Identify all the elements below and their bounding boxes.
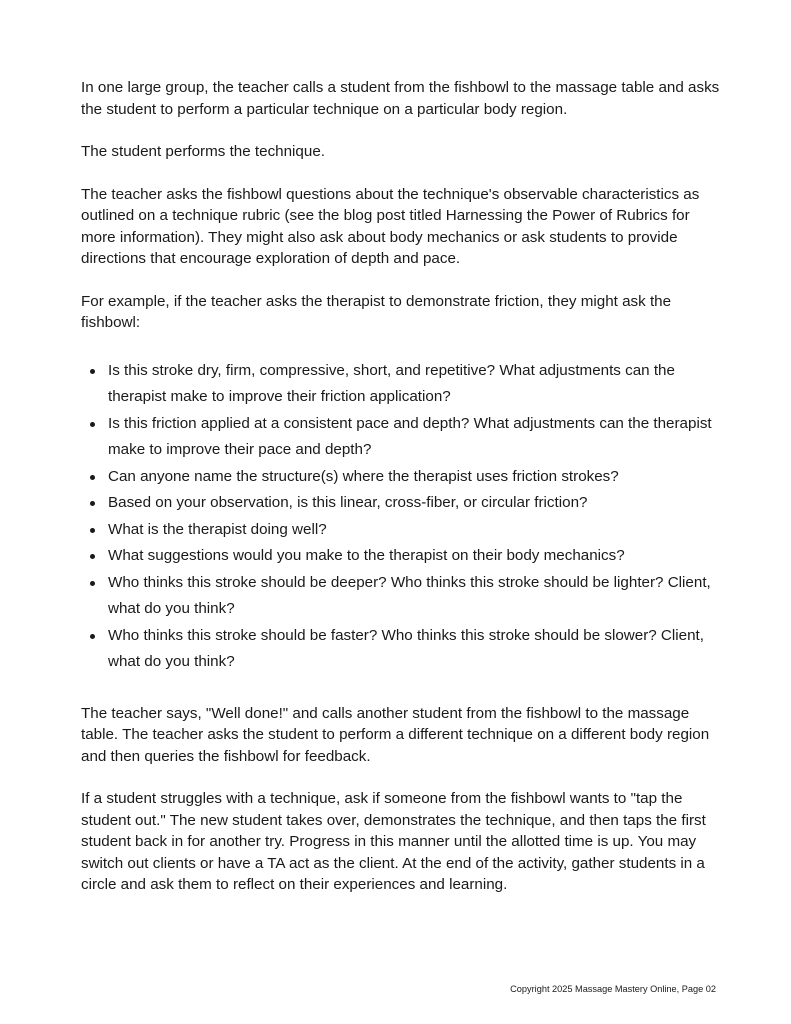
question-list [81,358,721,676]
paragraph-tap-out: If a student struggles with a technique, ask if someone from the fishbowl wants to "tap the student out." The new student takes over, demonstrates the technique, and then taps the first student back in for another try. Progress in this manner until the allotted time is up. You may switch out clients or have a TA act as the client. At the end of the activity, gather students in a circle and ask them to reflect on their experiences and learning. [81,790,706,893]
document-body [81,77,721,896]
paragraph-student-performs: The student performs the technique. [81,143,325,160]
paragraph-example: For example, if the teacher asks the therapist to demonstrate friction, they might ask the fishbowl: [81,292,672,331]
paragraph-well-done: The teacher says, "Well done!" and calls another student from the fishbowl to the massage table. The teacher asks the student to perform a different technique on a different body region and then queries the fishbowl for feedback. [81,704,710,765]
list-item: Can anyone name the structure(s) where the therapist uses friction strokes? [81,464,721,491]
list-item: Who thinks this stroke should be deeper? Who thinks this stroke should be lighter? Client, what do you think? [81,570,721,623]
paragraph-intro: In one large group, the teacher calls a student from the fishbowl to the massage table and asks the student to perform a particular technique on a particular body region. [81,79,720,118]
list-item: Based on your observation, is this linear, cross-fiber, or circular friction? [81,490,721,517]
list-item: What is the therapist doing well? [81,517,721,544]
list-item: Is this friction applied at a consistent pace and depth? What adjustments can the therapist make to improve their pace and depth? [81,411,721,464]
paragraph-teacher-asks: The teacher asks the fishbowl questions about the technique's observable characteristics as outlined on a technique rubric (see the blog post titled Harnessing the Power of Rubrics for more information). They might also ask about body mechanics or ask students to provide directions that encourage exploration of depth and pace. [81,185,700,267]
list-item: What suggestions would you make to the therapist on their body mechanics? [81,543,721,570]
list-item: Is this stroke dry, firm, compressive, short, and repetitive? What adjustments can the therapist make to improve their friction application? [81,358,721,411]
page-footer: Copyright 2025 Massage Mastery Online, Page 02 [510,984,716,994]
list-item: Who thinks this stroke should be faster? Who thinks this stroke should be slower? Client, what do you think? [81,623,721,676]
